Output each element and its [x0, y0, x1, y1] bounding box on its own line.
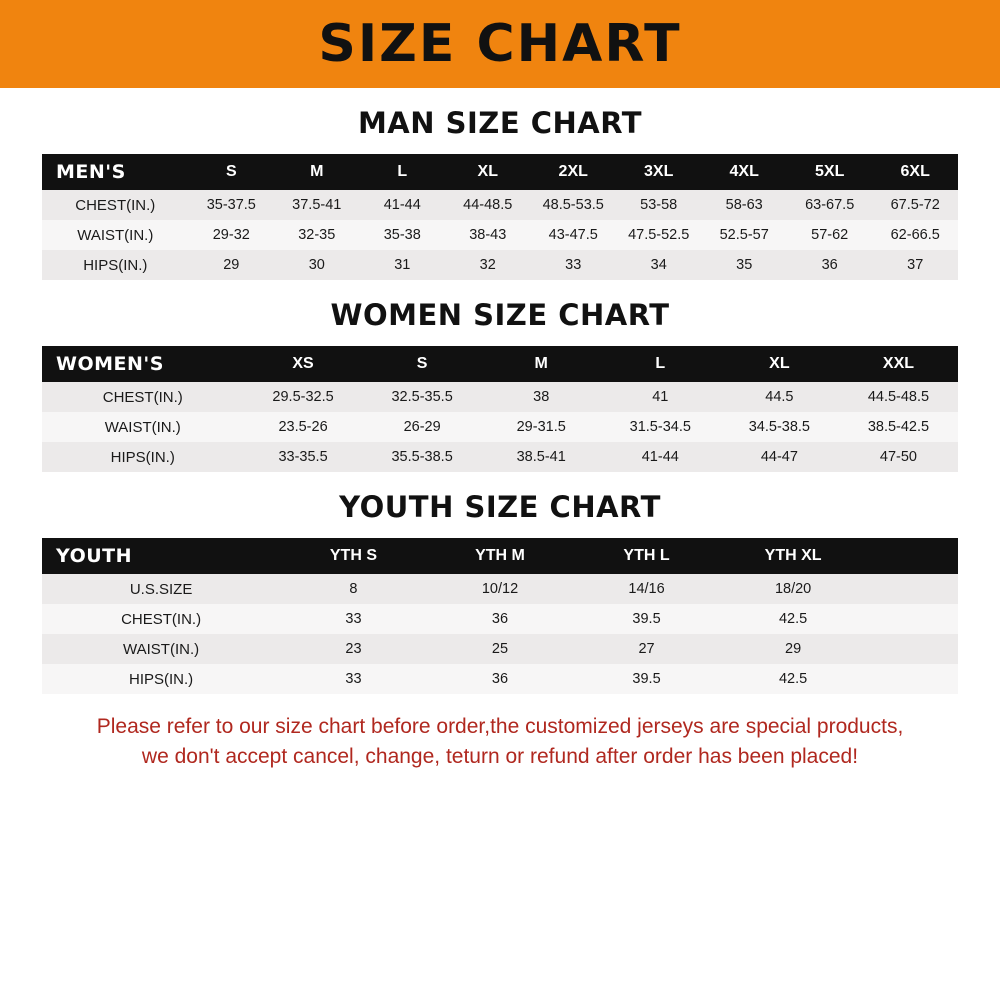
table-cell: 37	[872, 250, 958, 280]
table-cell: 34	[616, 250, 701, 280]
table-cell: 47.5-52.5	[616, 220, 701, 250]
page-banner	[0, 0, 1000, 88]
table-cell: 41-44	[601, 442, 720, 472]
table-row	[42, 604, 958, 634]
section-women	[0, 298, 1000, 472]
row-label: WAIST(IN.)	[42, 412, 244, 442]
table-cell: 48.5-53.5	[530, 190, 615, 220]
table-cell: 38.5-42.5	[839, 412, 958, 442]
table-header-row	[42, 538, 958, 574]
column-header: XS	[244, 346, 363, 382]
table-youth	[42, 538, 958, 694]
table-cell: 32	[445, 250, 530, 280]
column-header: 4XL	[701, 154, 786, 190]
table-cell: 30	[274, 250, 359, 280]
table-cell: 33-35.5	[244, 442, 363, 472]
section-title-women: WOMEN SIZE CHART	[330, 298, 670, 332]
table-cell: 31	[360, 250, 445, 280]
table-cell: 39.5	[573, 604, 720, 634]
table-header-row	[42, 346, 958, 382]
row-label: HIPS(IN.)	[42, 442, 244, 472]
section-title-man: MAN SIZE CHART	[357, 106, 643, 140]
table-row	[42, 574, 958, 604]
table-row	[42, 250, 958, 280]
table-cell: 53-58	[616, 190, 701, 220]
table-row	[42, 220, 958, 250]
column-header: YTH M	[427, 538, 574, 574]
section-youth	[0, 490, 1000, 694]
table-cell: 62-66.5	[872, 220, 958, 250]
column-header: S	[363, 346, 482, 382]
column-header: 6XL	[872, 154, 958, 190]
column-header-rowlabel: YOUTH	[42, 538, 280, 574]
table-cell: 29.5-32.5	[244, 382, 363, 412]
table-women	[42, 346, 958, 472]
table-row	[42, 634, 958, 664]
table-cell: 29-31.5	[482, 412, 601, 442]
footer-note-line-1: Please refer to our size chart before order,the customized jerseys are special products,	[96, 715, 904, 738]
table-cell: 42.5	[720, 604, 867, 634]
column-header-spacer	[866, 538, 958, 574]
column-header-rowlabel: WOMEN'S	[42, 346, 244, 382]
table-cell: 29-32	[189, 220, 274, 250]
table-cell: 52.5-57	[701, 220, 786, 250]
table-cell: 38.5-41	[482, 442, 601, 472]
table-cell: 8	[280, 574, 427, 604]
table-cell: 23	[280, 634, 427, 664]
table-cell: 10/12	[427, 574, 574, 604]
table-cell: 37.5-41	[274, 190, 359, 220]
table-cell: 29	[720, 634, 867, 664]
row-label: U.S.SIZE	[42, 574, 280, 604]
column-header: L	[360, 154, 445, 190]
row-label: CHEST(IN.)	[42, 382, 244, 412]
row-label: CHEST(IN.)	[42, 604, 280, 634]
table-cell: 47-50	[839, 442, 958, 472]
column-header: M	[274, 154, 359, 190]
column-header: YTH S	[280, 538, 427, 574]
page-title: SIZE CHART	[318, 14, 682, 74]
column-header: XL	[445, 154, 530, 190]
table-cell: 35-38	[360, 220, 445, 250]
table-cell: 67.5-72	[872, 190, 958, 220]
table-cell: 38	[482, 382, 601, 412]
table-cell-spacer	[866, 634, 958, 664]
table-cell-spacer	[866, 604, 958, 634]
table-men	[42, 154, 958, 280]
column-header: XL	[720, 346, 839, 382]
table-cell: 32.5-35.5	[363, 382, 482, 412]
table-cell: 31.5-34.5	[601, 412, 720, 442]
footer-note-line-2: we don't accept cancel, change, teturn or refund after order has been placed!	[141, 745, 859, 769]
table-cell: 36	[427, 604, 574, 634]
table-row	[42, 664, 958, 694]
table-row	[42, 442, 958, 472]
table-cell: 44-47	[720, 442, 839, 472]
column-header: YTH XL	[720, 538, 867, 574]
row-label: WAIST(IN.)	[42, 634, 280, 664]
table-cell-spacer	[866, 664, 958, 694]
table-cell: 58-63	[701, 190, 786, 220]
table-cell: 18/20	[720, 574, 867, 604]
footer-note	[0, 712, 1000, 773]
table-header-row	[42, 154, 958, 190]
table-cell: 36	[427, 664, 574, 694]
table-cell: 34.5-38.5	[720, 412, 839, 442]
table-cell: 29	[189, 250, 274, 280]
table-cell: 33	[280, 664, 427, 694]
table-cell: 35.5-38.5	[363, 442, 482, 472]
column-header: S	[189, 154, 274, 190]
column-header: L	[601, 346, 720, 382]
table-cell-spacer	[866, 574, 958, 604]
table-cell: 27	[573, 634, 720, 664]
table-cell: 44-48.5	[445, 190, 530, 220]
table-cell: 39.5	[573, 664, 720, 694]
table-cell: 42.5	[720, 664, 867, 694]
table-cell: 36	[787, 250, 872, 280]
table-cell: 26-29	[363, 412, 482, 442]
table-cell: 38-43	[445, 220, 530, 250]
table-cell: 35	[701, 250, 786, 280]
table-cell: 41	[601, 382, 720, 412]
table-cell: 63-67.5	[787, 190, 872, 220]
table-cell: 44.5-48.5	[839, 382, 958, 412]
table-cell: 35-37.5	[189, 190, 274, 220]
table-row	[42, 382, 958, 412]
table-cell: 33	[280, 604, 427, 634]
table-row	[42, 190, 958, 220]
table-cell: 43-47.5	[530, 220, 615, 250]
table-cell: 32-35	[274, 220, 359, 250]
table-cell: 33	[530, 250, 615, 280]
table-row	[42, 412, 958, 442]
table-cell: 23.5-26	[244, 412, 363, 442]
section-title-youth: YOUTH SIZE CHART	[339, 490, 661, 524]
table-cell: 57-62	[787, 220, 872, 250]
column-header-rowlabel: MEN'S	[42, 154, 189, 190]
table-cell: 25	[427, 634, 574, 664]
table-cell: 44.5	[720, 382, 839, 412]
column-header: YTH L	[573, 538, 720, 574]
column-header: 5XL	[787, 154, 872, 190]
section-man	[0, 106, 1000, 280]
row-label: HIPS(IN.)	[42, 250, 189, 280]
row-label: HIPS(IN.)	[42, 664, 280, 694]
row-label: WAIST(IN.)	[42, 220, 189, 250]
column-header: 3XL	[616, 154, 701, 190]
row-label: CHEST(IN.)	[42, 190, 189, 220]
column-header: M	[482, 346, 601, 382]
table-cell: 41-44	[360, 190, 445, 220]
column-header: XXL	[839, 346, 958, 382]
column-header: 2XL	[530, 154, 615, 190]
table-cell: 14/16	[573, 574, 720, 604]
